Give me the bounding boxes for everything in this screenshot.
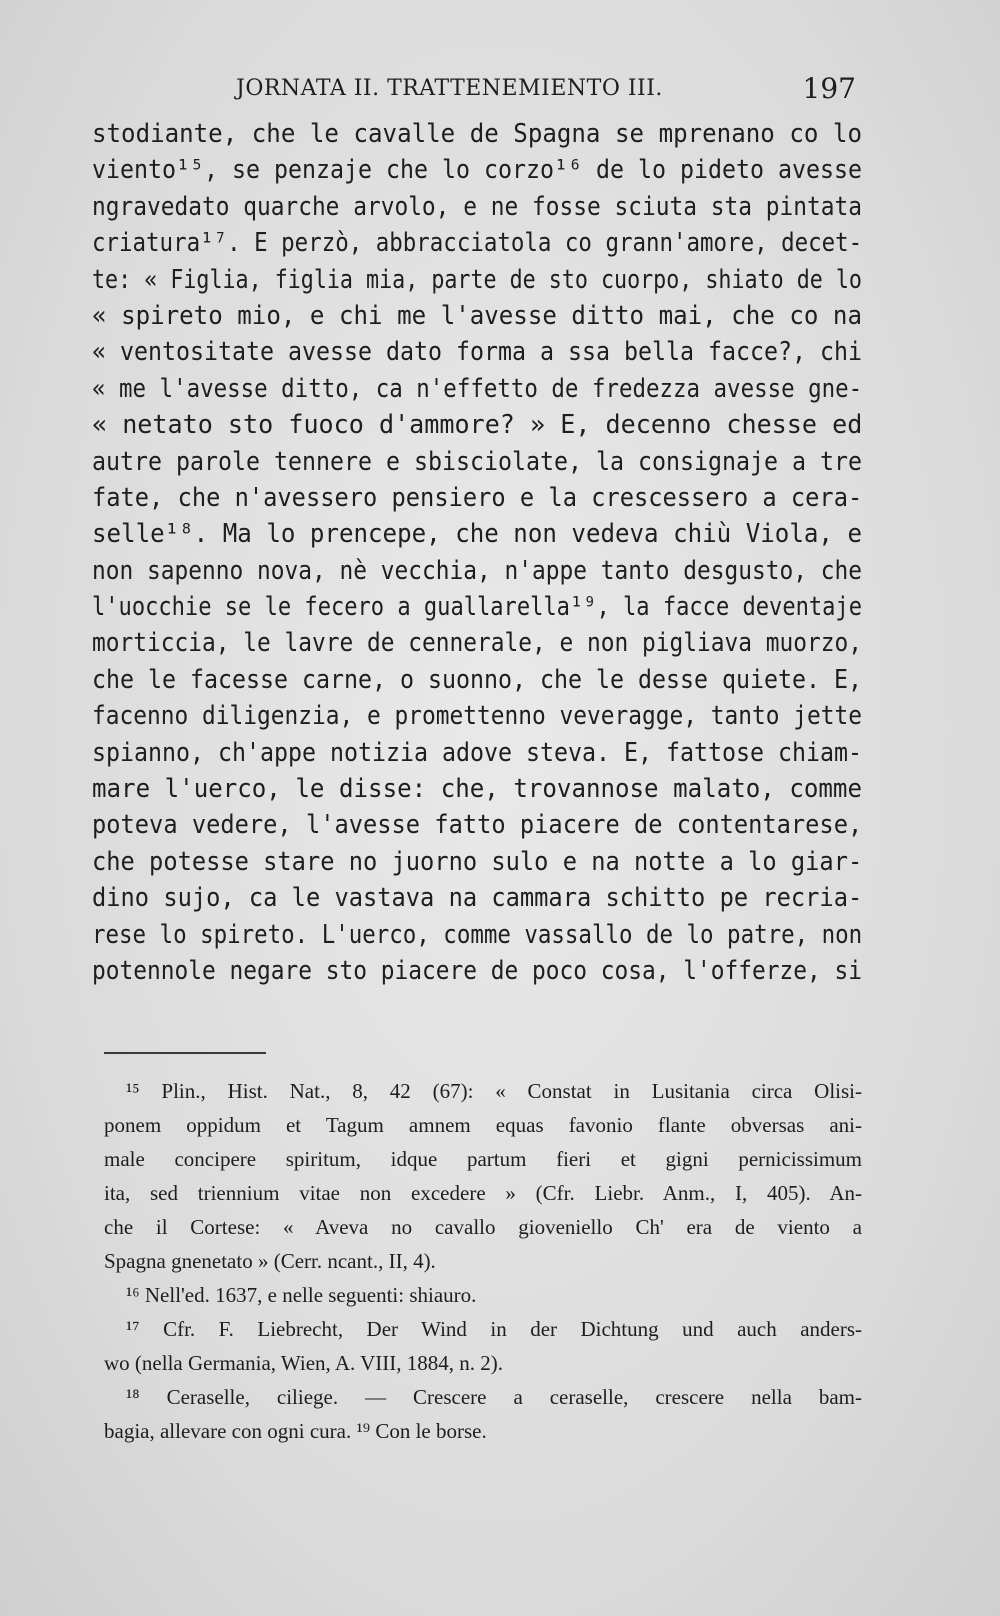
text-line: morticcia, le lavre de cennerale, e non pigliava muorzo, [92, 628, 863, 659]
text-line: che le facesse carne, o suonno, che le desse quiete. E, [92, 664, 862, 695]
text-line: non sapenno nova, nè vecchia, n'appe tanto desgusto, che [92, 555, 863, 586]
footnote-line: Spagna gnenetato » (Cerr. ncant., II, 4). [104, 1249, 436, 1273]
footnote-separator [104, 1052, 266, 1054]
text-line: poteva vedere, l'avesse fatto piacere de contentarese, [92, 810, 863, 841]
footnote-line: ¹⁶ Nell'ed. 1637, e nelle seguenti: shiauro. [126, 1283, 477, 1307]
text-line: stodiante, che le cavalle de Spagna se mprenano co lo [92, 119, 862, 149]
text-line: « me l'avesse ditto, ca n'effetto de fredezza avesse gne- [92, 373, 863, 404]
page-number: 197 [802, 72, 856, 105]
running-head: JORNATA II. TRATTENEMIENTO III. [236, 76, 663, 101]
text-line: che potesse stare no juorno sulo e na notte a lo giar- [92, 846, 863, 877]
text-line: ngravedato quarche arvolo, e ne fosse sciuta sta pintata [92, 191, 863, 222]
text-line: mare l'uerco, le disse: che, trovannose malato, comme [92, 774, 862, 805]
text-line: spianno, ch'appe notizia adove steva. E, fattose chiam- [92, 737, 862, 768]
text-line: « ventositate avesse dato forma a ssa bella facce?, chi [92, 337, 862, 368]
footnote-line: wo (nella Germania, Wien, A. VIII, 1884, n. 2). [104, 1351, 504, 1375]
text-line: fate, che n'avessero pensiero e la crescessero a cera- [92, 482, 863, 513]
footnote-line: che il Cortese: « Aveva no cavallo gioveniello Ch' era de viento a [104, 1215, 862, 1239]
text-line: dino sujo, ca le vastava na cammara schitto pe recria- [92, 883, 863, 914]
main-text [92, 116, 862, 989]
footnote-line: bagia, allevare con ogni cura. ¹⁹ Con le borse. [104, 1419, 487, 1443]
text-line: te: « Figlia, figlia mia, parte de sto cuorpo, shiato de lo [92, 264, 862, 295]
footnote-line: ¹⁸ Ceraselle, ciliege. — Crescere a ceraselle, crescere nella bam- [126, 1385, 862, 1409]
text-line: potennole negare sto piacere de poco cosa, l'offerze, si [92, 955, 863, 986]
text-line: criatura¹⁷. E perzò, abbracciatola co grann'amore, decet- [92, 228, 863, 259]
text-line: autre parole tennere e sbisciolate, la consignaje a tre [92, 446, 862, 477]
footnote-line: ita, sed triennium vitae non excedere » (Cfr. Liebr. Anm., I, 405). An- [104, 1181, 862, 1205]
footnote-line: ponem oppidum et Tagum amnem equas favonio flante obversas ani- [104, 1113, 862, 1137]
footnote-line: male concipere spiritum, idque partum fieri et gigni pernicissimum [104, 1147, 862, 1171]
footnotes [104, 1074, 862, 1448]
text-line: viento¹⁵, se penzaje che lo corzo¹⁶ de lo pideto avesse [92, 155, 862, 186]
page-header [96, 64, 856, 114]
text-line: rese lo spireto. L'uerco, comme vassallo de lo patre, non [92, 919, 863, 950]
text-line: l'uocchie se le fecero a guallarella¹⁹, la facce deventaje [92, 592, 862, 623]
footnote-line: ¹⁵ Plin., Hist. Nat., 8, 42 (67): « Constat in Lusitania circa Olisi- [126, 1079, 862, 1103]
footnote-line: ¹⁷ Cfr. F. Liebrecht, Der Wind in der Dichtung und auch anders- [126, 1317, 862, 1341]
text-line: facenno diligenzia, e promettenno veveragge, tanto jette [92, 701, 863, 732]
text-line: « spireto mio, e chi me l'avesse ditto mai, che co na [92, 300, 862, 331]
text-line: « netato sto fuoco d'ammore? » E, decenno chesse ed [92, 410, 863, 441]
text-line: selle¹⁸. Ma lo prencepe, che non vedeva chiù Viola, e [92, 519, 862, 550]
